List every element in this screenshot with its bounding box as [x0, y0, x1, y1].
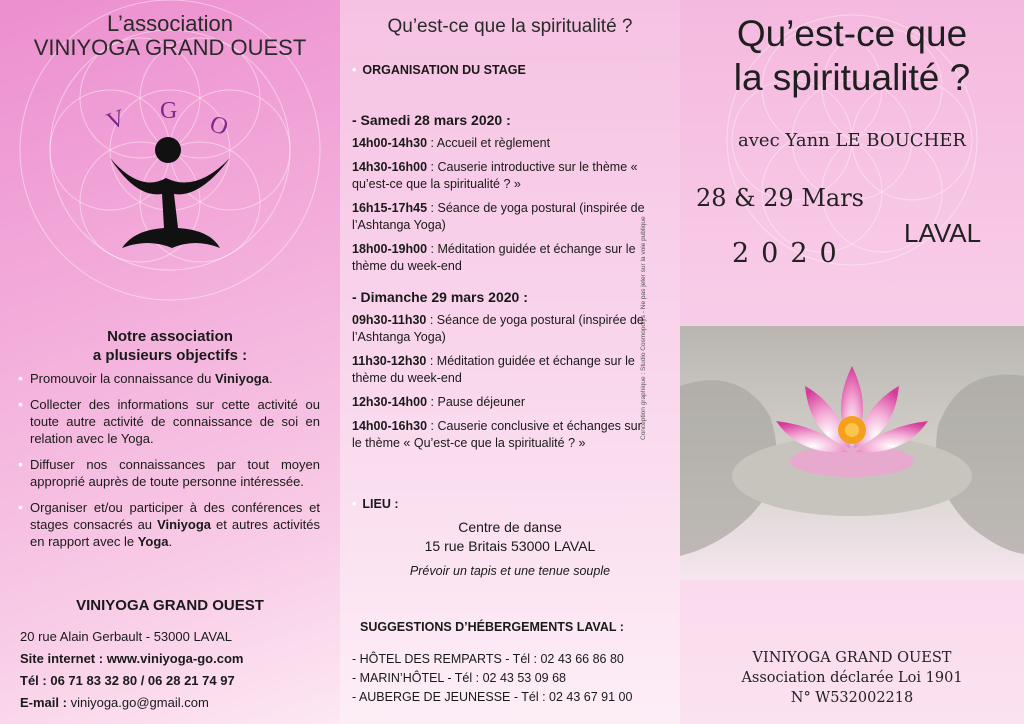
goal-item: • Collecter des informations sur cette activité ou toute autre activité de connaissance de soi en relation avec le Yoga.	[18, 396, 320, 447]
schedule-slot: 14h30-16h00 : Causerie introductive sur le thème « qu’est-ce que la spiritualité ? »	[352, 160, 638, 191]
left-panel	[0, 0, 340, 724]
goals-title-line1: Notre association	[107, 328, 233, 345]
venue-name: Centre de danse	[458, 519, 562, 535]
lodging-item: - HÔTEL DES REMPARTS - Tél : 02 43 66 86 80	[352, 652, 624, 666]
right-org-name: VINIYOGA GRAND OUEST	[752, 650, 952, 666]
middle-heading: Qu’est-ce que la spiritualité ?	[387, 16, 633, 37]
middle-panel	[340, 0, 680, 724]
goal-item: • Diffuser nos connaissances par tout moyen approprié auprès de toute personne intéressée.	[18, 456, 320, 490]
right-panel	[680, 0, 1024, 724]
email-link[interactable]: viniyoga.go@gmail.com	[66, 695, 209, 710]
lotus-in-hands-photo	[680, 326, 1024, 580]
lodging-heading: SUGGESTIONS D’HÉBERGEMENTS LAVAL :	[360, 620, 624, 634]
venue-note: Prévoir un tapis et une tenue souple	[409, 564, 611, 578]
contact-block	[20, 626, 330, 714]
logo-letter-o: O	[206, 110, 232, 142]
schedule-slot: 14h00-14h30 : Accueil et règlement	[352, 136, 551, 150]
logo-letter-g: G	[160, 98, 178, 124]
venue-address: 15 rue Britais 53000 LAVAL	[424, 538, 596, 554]
schedule-slot: 09h30-11h30 : Séance de yoga postural (inspirée de l’Ashtanga Yoga)	[352, 313, 644, 344]
speaker: avec Yann LE BOUCHER	[738, 130, 966, 151]
right-org-status: Association déclarée Loi 1901	[741, 670, 963, 686]
venue-block	[340, 518, 680, 581]
goals-list	[18, 370, 320, 559]
goal-item: • Organiser et/ou participer à des conférences et stages consacrés au Viniyoga et autres activités en rapport avec le Yoga.	[18, 499, 320, 550]
phone-line: Tél : 06 71 83 32 80 / 06 28 21 74 97	[20, 673, 235, 688]
website-line: Site internet : www.viniyoga-go.com	[20, 651, 244, 666]
email-line: E-mail : viniyoga.go@gmail.com	[20, 695, 209, 710]
association-title	[0, 12, 340, 60]
lieu-heading: • LIEU :	[352, 497, 399, 511]
schedule-slot: 16h15-17h45 : Séance de yoga postural (inspirée de l’Ashtanga Yoga)	[352, 201, 645, 232]
event-city: LAVAL	[904, 218, 982, 248]
logo-letter-v: V	[103, 104, 129, 136]
association-title-line1: L’association	[107, 11, 233, 36]
schedule-slot: 12h30-14h00 : Pause déjeuner	[352, 395, 526, 409]
day1-heading: - Samedi 28 mars 2020 :	[352, 112, 511, 128]
schedule-slot: 18h00-19h00 : Méditation guidée et échange sur le thème du week-end	[352, 242, 636, 273]
main-title-line1: Qu’est-ce que	[736, 13, 968, 54]
event-dates: 28 & 29 Mars	[696, 184, 864, 212]
schedule-slot: 11h30-12h30 : Méditation guidée et échange sur le thème du week-end	[352, 354, 635, 385]
vgo-logo	[100, 98, 240, 268]
website-link[interactable]: www.viniyoga-go.com	[103, 651, 244, 666]
left-org-name: VINIYOGA GRAND OUEST	[76, 597, 264, 614]
schedule-slot: 14h00-16h30 : Causerie conclusive et échanges sur le thème « Qu’est-ce que la spiritualité ? »	[352, 419, 642, 450]
event-year: 2020	[732, 238, 849, 269]
lodging-list	[352, 650, 672, 707]
program	[352, 112, 652, 459]
association-title-line2: VINIYOGA GRAND OUEST	[33, 35, 307, 60]
lodging-item: - AUBERGE DE JEUNESSE - Tél : 02 43 67 91 00	[352, 690, 633, 704]
main-title-line2: la spiritualité ?	[733, 57, 971, 98]
goals-title	[0, 327, 340, 365]
right-org-block	[680, 648, 1024, 708]
goals-title-line2: a plusieurs objectifs :	[92, 347, 248, 364]
goal-item: • Promouvoir la connaissance du Viniyoga.	[18, 370, 320, 387]
lodging-item: - MARIN’HÔTEL - Tél : 02 43 53 09 68	[352, 671, 566, 685]
main-title	[680, 12, 1024, 100]
address: 20 rue Alain Gerbault - 53000 LAVAL	[20, 629, 232, 644]
day2-heading: - Dimanche 29 mars 2020 :	[352, 289, 528, 305]
right-org-number: N° W532002218	[790, 690, 914, 706]
design-credit: Conception graphique : Studio Cosmopolys - Ne pas jeter sur la voie publique	[640, 216, 647, 440]
organisation-heading: • ORGANISATION DU STAGE	[352, 63, 526, 77]
